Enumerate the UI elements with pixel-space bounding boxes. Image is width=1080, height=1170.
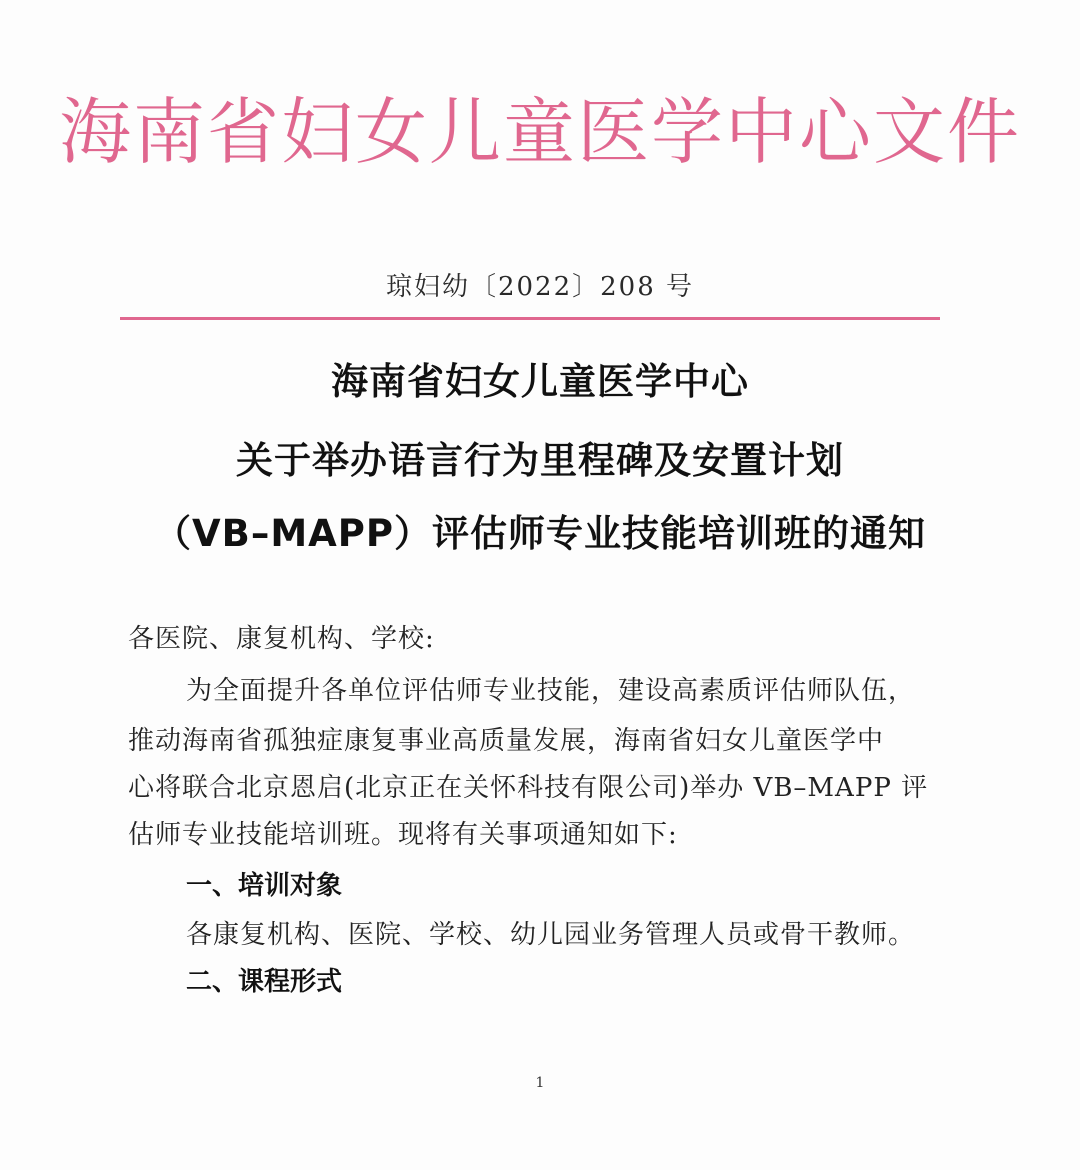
- document-header-title: 海南省妇女儿童医学中心文件: [58, 90, 1021, 174]
- paragraph-line: 为全面提升各单位评估师专业技能，建设高素质评估师队伍，: [186, 676, 916, 706]
- section-1-text: 各康复机构、医院、学校、幼儿园业务管理人员或骨干教师。: [186, 920, 916, 950]
- section-1-heading: 一、培训对象: [186, 871, 343, 901]
- paragraph-line: 估师专业技能培训班。现将有关事项通知如下:: [128, 820, 678, 850]
- page-number: 1: [535, 1075, 545, 1091]
- notice-title-line-3: （VB–MAPP）评估师专业技能培训班的通知: [153, 512, 927, 555]
- paragraph-line: 推动海南省孤独症康复事业高质量发展，海南省妇女儿童医学中: [128, 726, 885, 756]
- salutation: 各医院、康复机构、学校:: [128, 624, 435, 654]
- header-divider-rule: [120, 317, 940, 320]
- notice-title-line-2: 关于举办语言行为里程碑及安置计划: [236, 439, 844, 482]
- document-number: 琼妇幼〔2022〕208 号: [385, 272, 695, 302]
- section-2-heading: 二、课程形式: [186, 967, 343, 997]
- notice-title-line-1: 海南省妇女儿童医学中心: [331, 360, 749, 403]
- paragraph-line: 心将联合北京恩启(北京正在关怀科技有限公司)举办 VB–MAPP 评: [128, 773, 929, 803]
